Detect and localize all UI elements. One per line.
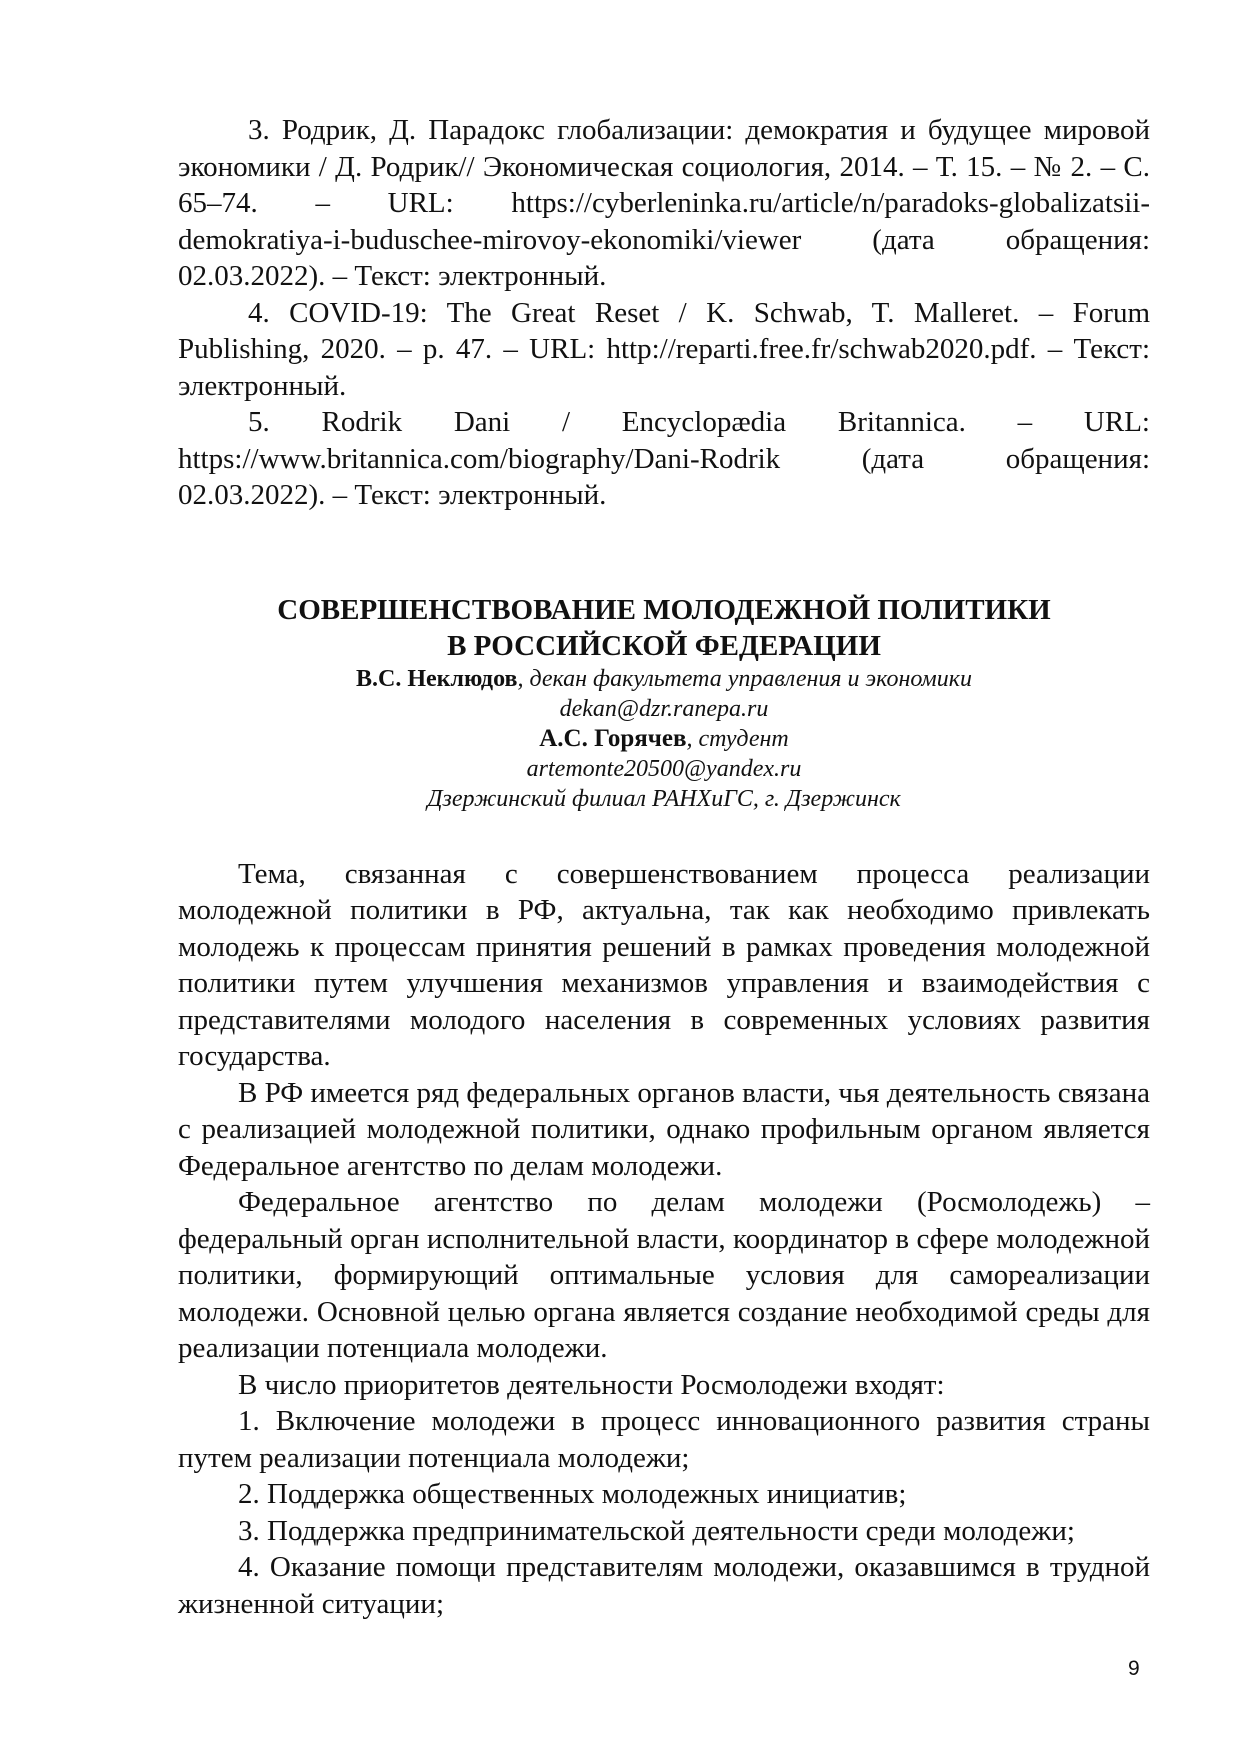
article-body bbox=[178, 856, 1150, 1623]
article-title-line-1: СОВЕРШЕНСТВОВАНИЕ МОЛОДЕЖНОЙ ПОЛИТИКИ bbox=[277, 593, 1051, 626]
page-content bbox=[178, 112, 1150, 1622]
reference-item-5: 5. Rodrik Dani / Encyclopædia Britannica. – URL: https://www.britannica.com/biography/Dani-Rodrik (дата обращения: 02.03.2022). – Текст: электронный. bbox=[178, 406, 1150, 511]
body-paragraph-1: Тема, связанная с совершенствованием процесса реализации молодежной политики в РФ, актуальна, так как необходимо привлекать молодежь к процессам принятия решений в рамках проведения молодежной политики путем улучшения механизмов управления и взаимодействия с представителями молодого населения в современных условиях развития государства. bbox=[178, 857, 1150, 1072]
affiliation: Дзержинский филиал РАНХиГС, г. Дзержинск bbox=[427, 785, 901, 812]
reference-item-4: 4. COVID-19: The Great Reset / K. Schwab, T. Malleret. – Forum Publishing, 2020. – p. 47. – URL: http://reparti.free.fr/schwab2020.pdf. – Текст: электронный. bbox=[178, 296, 1150, 402]
author-1-email: dekan@dzr.ranepa.ru bbox=[559, 695, 769, 722]
priority-item-4: 4. Оказание помощи представителям молодежи, оказавшимся в трудной жизненной ситуации; bbox=[178, 1551, 1150, 1620]
reference-list bbox=[178, 112, 1150, 514]
priority-item-3: 3. Поддержка предпринимательской деятельности среди молодежи; bbox=[238, 1514, 1075, 1547]
priority-item-1: 1. Включение молодежи в процесс инновационного развития страны путем реализации потенциала молодежи; bbox=[178, 1405, 1150, 1474]
body-paragraph-2: В РФ имеется ряд федеральных органов власти, чья деятельность связана с реализацией молодежной политики, однако профильным органом является Федеральное агентство по делам молодежи. bbox=[178, 1076, 1150, 1182]
author-2-role: , студент bbox=[686, 725, 789, 752]
author-1-name: В.С. Неклюдов bbox=[356, 665, 518, 692]
body-paragraph-4: В число приоритетов деятельности Росмолодежи входят: bbox=[238, 1368, 945, 1401]
article-header bbox=[178, 592, 1150, 814]
author-2-email: artemonte20500@yandex.ru bbox=[526, 755, 802, 782]
author-2-line bbox=[178, 724, 1150, 754]
page-number: 9 bbox=[1128, 1657, 1140, 1680]
author-1-line bbox=[178, 664, 1150, 694]
article-title-line-2: В РОССИЙСКОЙ ФЕДЕРАЦИИ bbox=[447, 629, 881, 662]
body-paragraph-3: Федеральное агентство по делам молодежи (Росмолодежь) – федеральный орган исполнительной власти, координатор в сфере молодежной политики, формирующий оптимальные условия для самореализации молодежи. Основной целью органа является создание необходимой среды для реализации потенциала молодежи. bbox=[178, 1186, 1150, 1364]
author-2-name: А.С. Горячев bbox=[539, 724, 687, 752]
author-1-role: , декан факультета управления и экономики bbox=[517, 665, 972, 692]
reference-item-3: 3. Родрик, Д. Парадокс глобализации: демократия и будущее мировой экономики / Д. Родрик// Экономическая социология, 2014. – Т. 15. – № 2. – С. 65–74. – URL: https://cyberleninka.ru/article/n/paradoks-globalizatsii-demokratiya-i-buduschee-mirovoy-ekonomiki/viewer (дата обращения: 02.03.2022). – Текст: электронный. bbox=[178, 114, 1150, 292]
priority-item-2: 2. Поддержка общественных молодежных инициатив; bbox=[238, 1478, 907, 1510]
